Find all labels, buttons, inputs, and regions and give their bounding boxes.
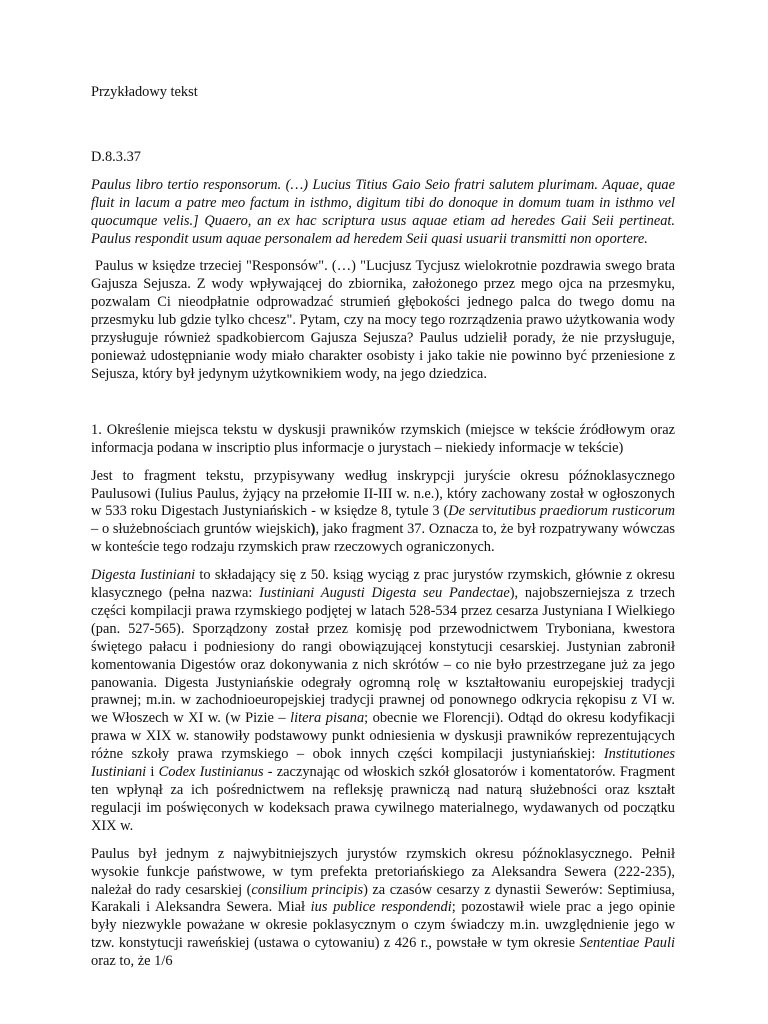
text-run: , jako fragment 37. Oznacza to, że był rozpatrywany wówczas w konteście tego rodzaju rzymskich praw rzeczowych ograniczonych. (91, 521, 675, 556)
text-run: - zaczynając od włoskich szkół glosatorów i komentatorów. Fragment ten wpłynął za ich pośrednictwem na refleksję prawniczą nad naturą służebności oraz kształt regulacji im poświęconych w kodeksach prawa cywilnego materialnego, wydawanych od początku XIX w. (91, 764, 676, 834)
text-run: ; obecnie we Florencji). Odtąd do okresu kodyfikacji prawa w XIX w. stanowiły podstawowy punkt odniesienia w dyskusji prawników reprezentujących różne szkoły prawa rzymskiego – obok innych części kompilacji justyniańskiej: (91, 710, 675, 763)
text-run: i (146, 764, 159, 781)
italic-title: De servitutibus praediorum rusticorum (448, 503, 675, 520)
paragraph-digesta (91, 567, 675, 836)
italic-term: consilium principis (251, 881, 364, 898)
italic-term: litera pisana (290, 710, 365, 727)
italic-term: Institutiones Iustiniani (91, 746, 675, 781)
text-run: ), najobszerniejsza z trzech części kompilacji prawa rzymskiego podjętej w latach 528-534 przez cesarza Justyniana I Wielkiego (pan. 527-565). Sporządzony został przez komisję pod przewodnictwem Tryboniana, kwestora świętego pałacu i podniesiony do rangi obowiązującej konstytucji cesarskiej. Justynian zabronił komentowania Digestów oraz dokonywania z nich skrótów – co nie było przestrzegane już za jego panowania. Digesta Justyniańskie odegrały ogromną rolę w kształtowaniu europejskiej tradycji prawnej; m.in. w zachodnioeuropejskiej tradycji prawnej od ponownego odkrycia rękopisu z VI w. we Włoszech w XI w. (w Pizie – (91, 585, 676, 727)
text-run: ) za czasów cesarzy z dynastii Sewerów: Septimiusa, Karakali i Aleksandra Sewera. Miał (91, 881, 675, 916)
text-run: – o służebnościach gruntów wiejskich (91, 521, 311, 538)
italic-term: Iustiniani Augusti Digesta seu Pandectae (259, 585, 510, 602)
paragraph-paulus (91, 846, 675, 971)
polish-translation: Paulus w księdze trzeciej "Responsów". (…) "Lucjusz Tycjusz wielokrotnie pozdrawia swego brata Gajusza Sejusza. Z wody wpływającej do zbiornika, założonego przez mego ojca na przesmyku, pozwalam Ci nieodpłatnie odprowadzać strumień głębokości jednego palca do twego domu na przesmyku lub gdzie tylko chcesz". Pytam, czy na mocy tego rozrządzenia prawo użytkowania wody przysługuje również spadkobiercom Gajusza Sejusza? Paulus udzielił porady, że nie przysługuje, ponieważ udostępnianie wody miało charakter osobisty i jako takie nie powinno być przeniesione z Sejusza, który był jedynym użytkownikiem wody, na jego dziedzica. (91, 258, 675, 382)
text-run: Jest to fragment tekstu, przypisywany według inskrypcji juryście okresu późnoklasycznego Paulusowi (Iulius Paulus, żyjący na przełomie II-III w. n.e.), który zachowany został w ogłoszonych w 533 roku Digestach Justyniańskich - w księdze 8, tytule 3 ( (91, 467, 675, 520)
document-title: Przykładowy tekst (91, 84, 198, 100)
italic-term: Codex Iustinianus (158, 764, 264, 781)
bold-paren: ) (310, 521, 316, 538)
text-run: oraz to, że 1/6 (91, 953, 173, 970)
text-run: ; pozostawił wiele prac a jego opinie były niezwykle poważane w okresie poklasycznym o czym świadczy m.in. uwzględnienie jego w tzw. konstytucji raweńskiej (ustawa o cytowaniu) z 426 r., powstałe w tym okresie (91, 899, 675, 952)
text-run: to składający się z 50. ksiąg wyciąg z prac jurystów rzymskich, głównie z okresu klasycznego (pełna nazwa: (91, 567, 676, 602)
document-content (91, 84, 675, 981)
latin-source-text: Paulus libro tertio responsorum. (…) Lucius Titius Gaio Seio fratri salutem plurimam. Aquae, quae fluit in lacum a patre meo factum in isthmo, digitum tibi do donoque in domum tuam in isthmo vel quocumque velis.] Quaero, an ex hac scriptura usus aquae etiam ad heredes Gaii Seii pertineat. Paulus respondit usum aquae personalem ad heredem Seii quasi usuarii transmitti non oportere. (91, 176, 675, 247)
text-run: Paulus był jednym z najwybitniejszych jurystów rzymskich okresu późnoklasycznego. Pełnił wysokie funkcje państwowe, w tym prefekta pretoriańskiego za Aleksandra Sewera (222-235), należał do rady cesarskiej ( (91, 845, 675, 898)
source-reference: D.8.3.37 (91, 148, 141, 165)
question-heading: 1. Określenie miejsca tekstu w dyskusji prawników rzymskich (miejsce w tekście źródłowym oraz informacja podana w inscriptio plus informacje o jurystach – niekiedy informacje w tekście) (91, 421, 675, 456)
italic-term: Digesta Iustiniani (91, 567, 196, 584)
italic-term: Sententiae Pauli (579, 935, 675, 952)
paragraph-source-location (91, 468, 675, 558)
italic-term: ius publice respondendi (310, 899, 452, 916)
